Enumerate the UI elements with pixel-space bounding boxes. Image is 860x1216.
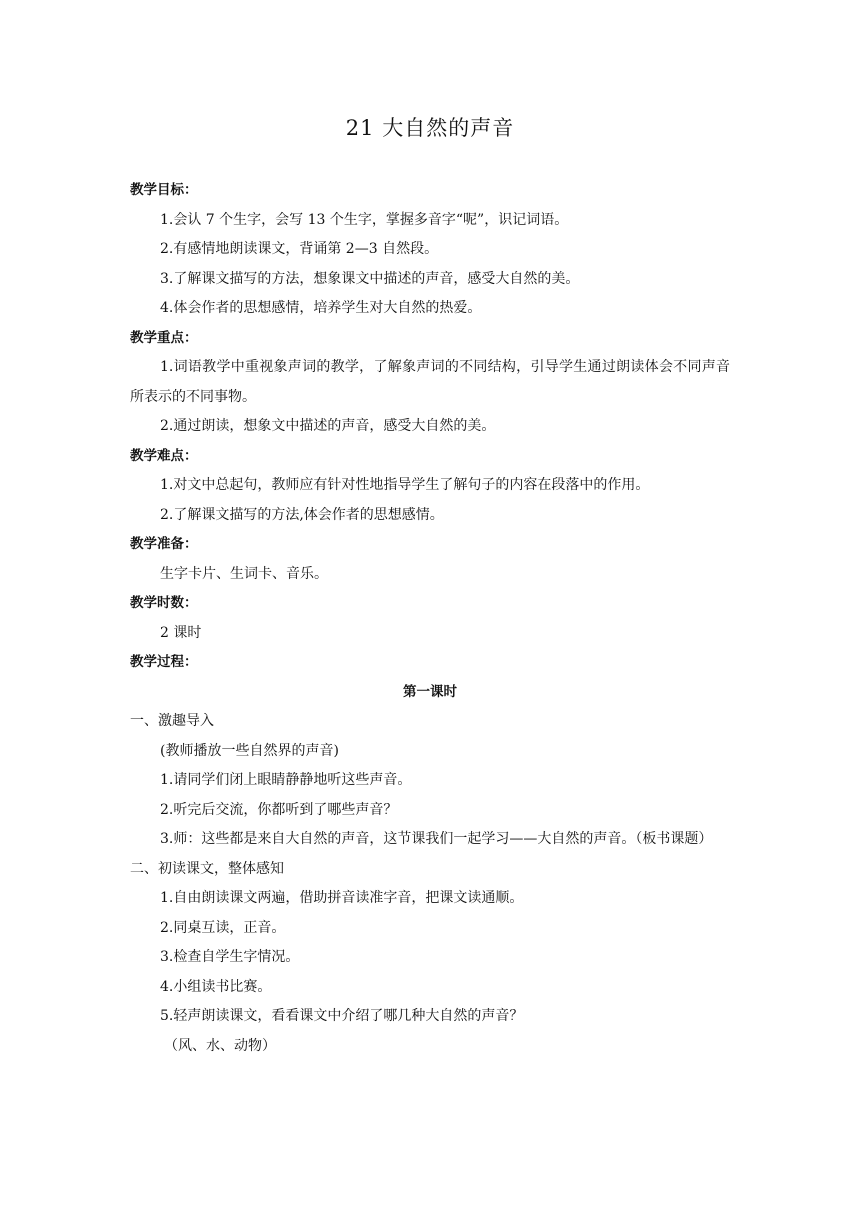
key-point-item: 1.词语教学中重视象声词的教学，了解象声词的不同结构，引导学生通过朗读体会不同声音所表示的不同事物。	[130, 359, 730, 405]
key-point-item: 2.通过朗读，想象文中描述的声音，感受大自然的美。	[160, 418, 496, 434]
step-item: 3.检查自学生字情况。	[160, 949, 300, 965]
preparation-heading: 教学准备：	[130, 536, 198, 552]
document-title: 21 大自然的声音	[345, 116, 515, 140]
hours-heading: 教学时数：	[130, 595, 198, 611]
objective-item: 4.体会作者的思想感情，培养学生对大自然的热爱。	[160, 300, 482, 316]
step-item: 2.同桌互读，正音。	[160, 919, 286, 936]
step-item: 1.自由朗读课文两遍，借助拼音读准字音，把课文读通顺。	[160, 890, 524, 906]
objective-item: 2.有感情地朗读课文，背诵第 2—3 自然段。	[160, 241, 439, 257]
document-body	[130, 176, 730, 1061]
section-note: (教师播放一些自然界的声音)	[160, 742, 339, 759]
process-heading: 教学过程：	[130, 654, 198, 670]
lesson-title: 第一课时	[403, 683, 457, 700]
step-item: 1.请同学们闭上眼睛静静地听这些声音。	[160, 772, 412, 788]
preparation-text: 生字卡片、生词卡、音乐。	[160, 565, 328, 582]
difficulties-heading: 教学难点：	[130, 447, 198, 464]
difficulty-item: 1.对文中总起句，教师应有针对性地指导学生了解句子的内容在段落中的作用。	[160, 477, 650, 493]
step-item: 2.听完后交流，你都听到了哪些声音？	[160, 801, 398, 818]
objective-item: 1.会认 7 个生字，会写 13 个生字，掌握多音字“呢”，识记词语。	[160, 211, 569, 228]
answer-note: （风、水、动物）	[164, 1037, 276, 1054]
objectives-heading: 教学目标：	[130, 182, 198, 198]
objective-item: 3.了解课文描写的方法，想象课文中描述的声音，感受大自然的美。	[160, 270, 580, 287]
difficulty-item: 2.了解课文描写的方法,体会作者的思想感情。	[160, 506, 444, 523]
step-item: 3.师：这些都是来自大自然的声音，这节课我们一起学习——大自然的声音。（板书课题）	[160, 831, 713, 847]
key-points-heading: 教学重点：	[130, 329, 198, 346]
section-title: 一、激趣导入	[130, 713, 214, 729]
section-title: 二、初读课文，整体感知	[130, 860, 284, 877]
hours-text: 2 课时	[160, 624, 202, 641]
step-item: 4.小组读书比赛。	[160, 978, 272, 995]
step-item: 5.轻声朗读课文，看看课文中介绍了哪几种大自然的声音？	[160, 1008, 524, 1024]
